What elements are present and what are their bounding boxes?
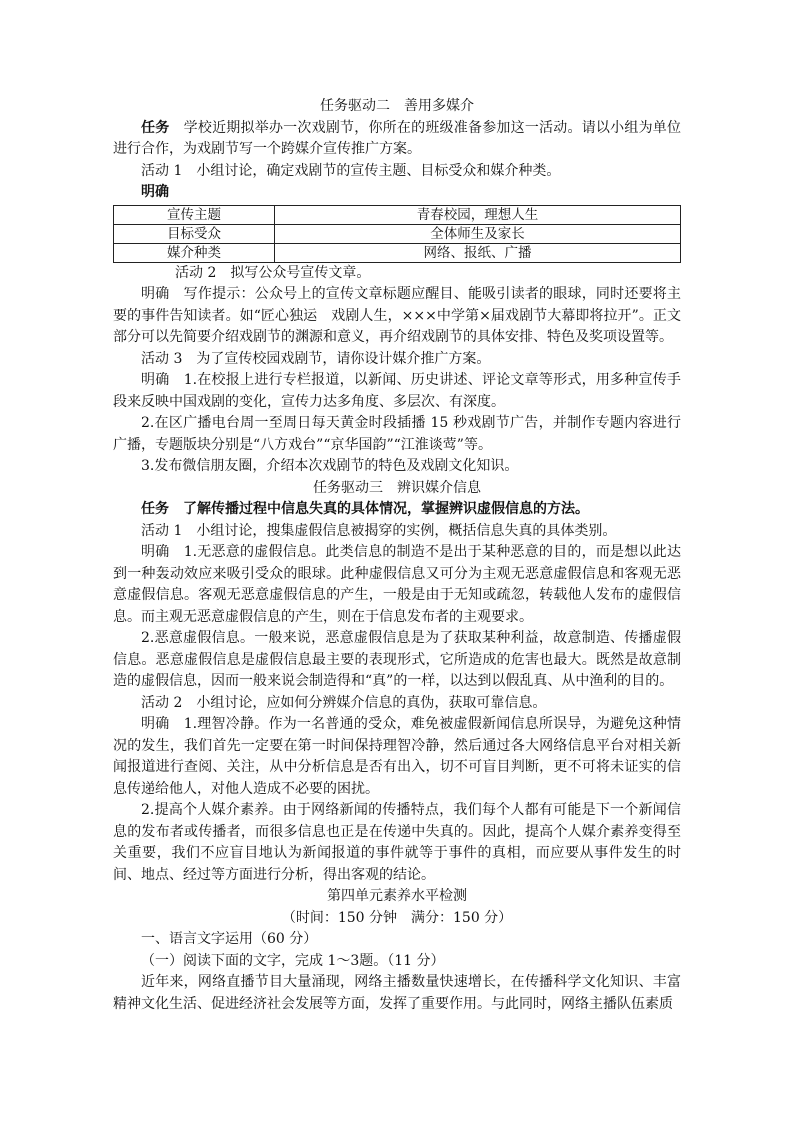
table-row [114, 243, 681, 262]
mingque-label: 明确 [141, 184, 169, 200]
task3-task-line: 任务 了解传播过程中信息失真的具体情况，掌握辨识虚假信息的方法。 [141, 501, 589, 517]
section-heading: 一、语言文字运用（60 分） [141, 931, 318, 947]
task2-activity1: 活动 1 小组讨论，确定戏剧节的宣传主题、目标受众和媒介种类。 [141, 162, 561, 179]
task3-activity2-point1: 明确 1.理智冷静。作为一名普通的受众，难免被虚假新闻信息所误导，为避免这种情况的发生，我们首先一定要在第一时间保持理智冷静，然后通过各大网络信息平台对相关新闻报道进行查阅、关注，从中分析信息是否有出入，切不可盲目判断，更不可将未证实的信息传递给他人，对他人造成不必要的困扰。 [113, 716, 681, 797]
unit-test-title: 第四单元素养水平检测 [327, 888, 467, 904]
table-row [114, 205, 681, 224]
task3-activity1-point2: 2.恶意虚假信息。一般来说，恶意虚假信息是为了获取某种利益，故意制造、传播虚假信息。恶意虚假信息是虚假信息最主要的表现形式，它所造成的危害也最大。既然是故意制造的虚假信息，因而一般来说会制造得和“真”的一样，以达到以假乱真、从中渔利的目的。 [113, 630, 681, 689]
table-row [114, 224, 681, 243]
task2-task-text: 学校近期拟举办一次戏剧节，你所在的班级准备参加这一活动。请以小组为单位进行合作，为戏剧节写一个跨媒介宣传推广方案。 [113, 119, 682, 157]
unit-test-subtitle: （时间：150 分钟 满分：150 分） [281, 909, 513, 926]
table-cell-key: 媒介种类 [114, 243, 275, 262]
table-cell-key: 目标受众 [114, 224, 275, 243]
task2-activity2-answer: 明确 写作提示：公众号上的宣传文章标题应醒目、能吸引读者的眼球，同时还要将主要的事件告知读者。如“匠心独运 戏剧人生，×××中学第×届戏剧节大幕即将拉开”。正文部分可以先简要介绍戏剧节的渊源和意义，再介绍戏剧节的具体安排、特色及奖项设置等。 [113, 286, 681, 345]
task3-activity1: 活动 1 小组讨论，搜集虚假信息被揭穿的实例，概括信息失真的具体类别。 [141, 522, 617, 539]
task3-activity1-point1: 明确 1.无恶意的虚假信息。此类信息的制造不是出于某种恶意的目的，而是想以此达到一种轰动效应来吸引受众的眼球。此种虚假信息又可分为主观无恶意虚假信息和客观无恶意虚假信息。客观无恶意虚假信息的产生，一般是由于无知或疏忽，转载他人发布的虚假信息。而主观无恶意虚假信息的产生，则在于信息发布者的主观要求。 [113, 544, 681, 625]
task-label: 任务 [141, 119, 170, 136]
table-cell-value: 网络、报纸、广播 [275, 243, 681, 262]
table-cell-value: 全体师生及家长 [275, 224, 681, 243]
task3-title: 任务驱动三 辨识媒介信息 [313, 479, 481, 496]
table-cell-key: 宣传主题 [114, 205, 275, 224]
task2-activity3-point1: 明确 1.在校报上进行专栏报道，以新闻、历史讲述、评论文章等形式，用多种宣传手段来反映中国戏剧的变化，宣传力达多角度、多层次、有深度。 [113, 372, 681, 410]
promotion-plan-table [113, 205, 681, 263]
task2-task-paragraph [113, 118, 681, 161]
task2-activity3-point3: 3.发布微信朋友圈，介绍本次戏剧节的特色及戏剧文化知识。 [141, 458, 519, 474]
task3-activity2-point2: 2.提高个人媒介素养。由于网络新闻的传播特点，我们每个人都有可能是下一个新闻信息的发布者或传播者，而很多信息也正是在传递中失真的。因此，提高个人媒介素养变得至关重要，我们不应盲目地认为新闻报道的事件就等于事件的真相，而应要从事件发生的时间、地点、经过等方面进行分析，得出客观的结论。 [113, 802, 681, 883]
task2-activity3-point2: 2.在区广播电台周一至周日每天黄金时段插播 15 秒戏剧节广告，并制作专题内容进行广播，专题版块分别是“八方戏台”“京华国韵”“江淮谈莺”等。 [113, 415, 681, 453]
table-cell-value: 青春校园，理想人生 [275, 205, 681, 224]
task2-activity2: 活动 2 拟写公众号宣传文章。 [175, 264, 371, 281]
task2-title: 任务驱动二 善用多媒介 [320, 98, 474, 114]
reading-passage: 近年来，网络直播节目大量涌现，网络主播数量快速增长，在传播科学文化知识、丰富精神文化生活、促进经济社会发展等方面，发挥了重要作用。与此同时，网络主播队伍素质 [113, 974, 681, 1012]
task3-activity2: 活动 2 小组讨论，应如何分辨媒介信息的真伪，获取可靠信息。 [141, 694, 547, 711]
document-page [113, 96, 681, 1015]
task2-activity3: 活动 3 为了宣传校园戏剧节，请你设计媒介推广方案。 [141, 350, 491, 367]
part-heading: （一）阅读下面的文字，完成 1～3题。（11 分） [141, 952, 445, 969]
